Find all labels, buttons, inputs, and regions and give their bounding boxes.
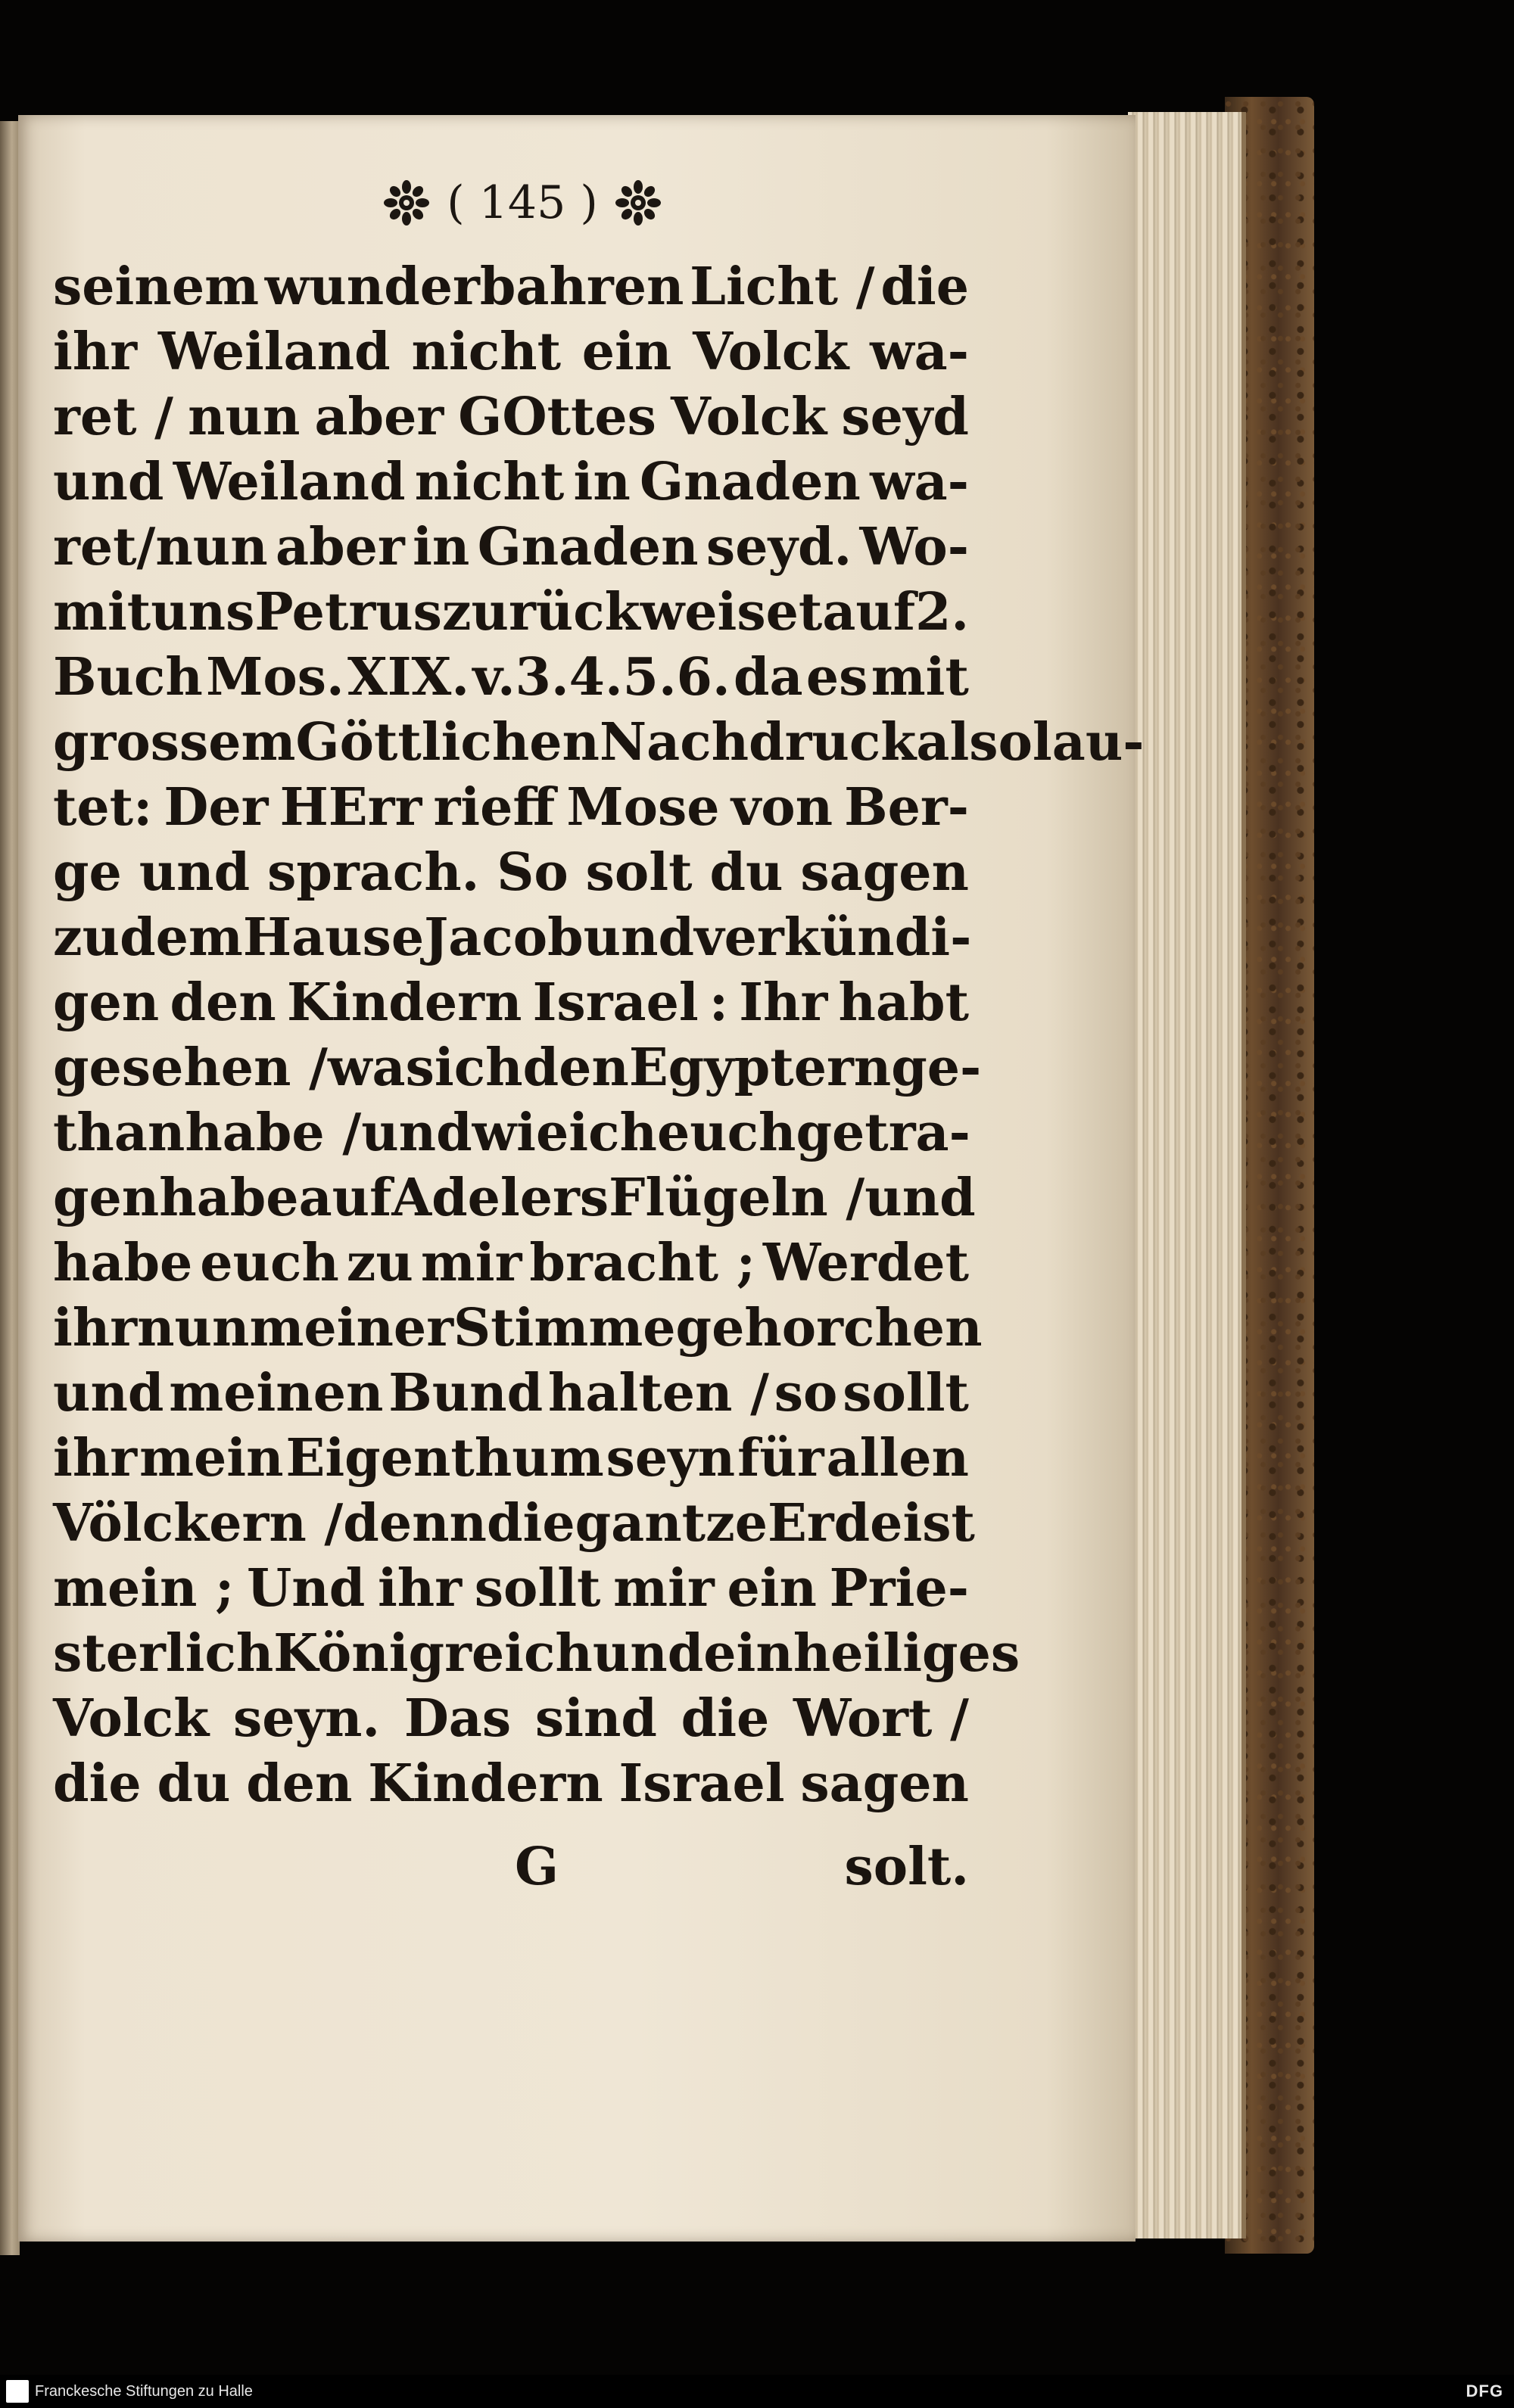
page-edges [1128,112,1246,2238]
word: seyn [606,1428,736,1489]
word: allen [826,1428,969,1489]
word: in [413,517,470,577]
text-line [53,450,969,515]
word: 2. [915,582,970,642]
word: verkündi- [694,907,972,968]
word: sollt [474,1558,601,1619]
word: Prie- [829,1558,969,1619]
word: ihr [53,322,138,382]
word: Egyptern [628,1038,892,1098]
word: lau- [1032,712,1145,773]
text-line [53,580,969,645]
word: habe / [185,1103,362,1163]
word: meinen [169,1363,384,1423]
word: uns [151,582,255,642]
word: den [522,1038,629,1098]
word: weiset [640,582,823,642]
word: die [681,1688,770,1749]
word: aber [314,387,444,447]
word: Wort / [793,1688,969,1749]
word: du [709,842,783,903]
word: Ber- [844,777,969,838]
flower-ornament-icon [615,179,662,226]
word: auf [822,582,916,642]
page-number: ( 145 ) [447,176,598,229]
page-header [333,171,712,235]
word: GOttes [458,387,656,447]
word: ihr [53,1298,138,1358]
word: den [246,1753,353,1814]
word: wunderbahren [264,257,684,317]
text-line [53,515,969,580]
funder-logo: DFG [1466,2382,1503,2400]
word: Erde [767,1493,903,1554]
word: für [737,1428,824,1489]
word: than [53,1103,185,1163]
word: ge [53,842,122,903]
word: in [573,452,631,512]
word: Hause [242,907,425,968]
word: also [916,712,1033,773]
word: Volck [53,1688,210,1749]
word: Petrus [254,582,442,642]
word: bracht ; [529,1233,755,1293]
viewer-footer-bar [0,2375,1514,2408]
word: Kindern [286,972,522,1033]
word: von [731,777,833,838]
word: zu [53,907,120,968]
word: mein ; [53,1558,235,1619]
word: nun [137,1298,250,1358]
word: getra- [796,1103,970,1163]
word: Israel [532,972,699,1033]
word: nicht [411,322,561,382]
word: zu [346,1233,413,1293]
word: gen [53,1168,160,1228]
text-line [53,1751,969,1816]
word: XIX. [347,647,469,708]
text-line [53,1361,969,1426]
word: heiliges [793,1623,1020,1684]
facing-page-edge [0,121,20,2255]
text-line [53,645,969,710]
word: Mose [566,777,720,838]
word: gesehen / [53,1038,329,1098]
word: v.3.4.5.6. [472,647,731,708]
word: Wo- [859,517,969,577]
word: HErr [279,777,422,838]
word: Völckern / [53,1493,344,1554]
word: sind [534,1688,657,1749]
text-line [53,1426,969,1491]
word: Gnaden [640,452,861,512]
institution-logo-icon [6,2380,29,2403]
word: euch [200,1233,339,1293]
word: aber [276,517,405,577]
word: so [774,1363,838,1423]
word: grossem [53,712,296,773]
word: seyd. [706,517,852,577]
word: sagen [800,1753,969,1814]
word: Gnaden [477,517,699,577]
word: Mos. [206,647,344,708]
word: tet: [53,777,153,838]
word: habe [159,1168,299,1228]
word: ret/nun [53,517,268,577]
text-line [53,1556,969,1621]
credit [0,2380,253,2403]
text-line [53,1686,969,1751]
word: gantze [575,1493,768,1554]
word: wie [472,1103,569,1163]
word: Israel [618,1753,785,1814]
text-line [53,319,969,384]
word: mir [613,1558,715,1619]
text-line [53,1491,975,1556]
word: habe [53,1233,193,1293]
word: ihr [53,1428,138,1489]
text-line [53,840,969,905]
word: wa- [870,452,969,512]
word: sagen [800,842,969,903]
word: die [53,1753,142,1814]
word: Volck [671,387,827,447]
text-line [53,905,972,970]
text-line [53,1100,969,1165]
word: nun [188,387,301,447]
word: : [709,972,729,1033]
word: Eigenthum [285,1428,604,1489]
word: du [157,1753,231,1814]
text-line [53,775,969,840]
word: ein [581,322,672,382]
word: ein [703,1623,793,1684]
word: ihr [377,1558,463,1619]
word: Licht / [690,257,875,317]
word: Jacob [424,907,584,968]
word: ein [727,1558,817,1619]
word: es [805,647,868,708]
word: Weiland [173,452,406,512]
word: mit [53,582,151,642]
word: mit [871,647,969,708]
word: auf [298,1168,392,1228]
word: Stimme [453,1298,676,1358]
word: habt [838,972,969,1033]
word: ge- [891,1038,982,1098]
word: ret / [53,387,174,447]
text-line [53,254,969,319]
word: Göttlichen [295,712,600,773]
word: halten / [547,1363,769,1423]
catchword: solt. [844,1837,969,1897]
word: und [864,1168,976,1228]
word: seinem [53,257,260,317]
body-text [53,254,1145,1816]
word: Das [403,1688,512,1749]
word: und [583,907,695,968]
word: und [592,1623,704,1684]
word: die [880,257,969,317]
word: euch [656,1103,796,1163]
text-line [53,1621,1020,1686]
text-line [53,1035,982,1100]
word: Buch [53,647,203,708]
word: Bund [388,1363,544,1423]
text-line [53,1230,969,1296]
word: was [328,1038,435,1098]
word: Kindern [368,1753,603,1814]
word: seyd [841,387,969,447]
word: Ihr [739,972,828,1033]
text-line [53,710,1145,775]
word: und [139,842,251,903]
credit-text: Franckesche Stiftungen zu Halle [35,2382,253,2400]
word: zurück [441,582,640,642]
word: gehorchen [675,1298,983,1358]
word: Flügeln / [609,1168,865,1228]
flower-ornament-icon [383,179,430,226]
word: rieff [433,777,556,838]
word: ich [434,1038,523,1098]
word: denn [343,1493,487,1554]
word: und [53,1363,164,1423]
text-line [53,384,969,450]
word: So [497,842,569,903]
text-line [53,1296,983,1361]
word: gen [53,972,160,1033]
word: mein [139,1428,284,1489]
word: den [170,972,276,1033]
word: solt [585,842,693,903]
word: sprach. [267,842,480,903]
word: und [53,452,164,512]
text-line [53,1165,976,1230]
word: Der [164,777,269,838]
word: ist [902,1493,975,1554]
word: nicht [414,452,565,512]
text-line [53,970,969,1035]
word: mir [420,1233,522,1293]
word: sterlich [53,1623,274,1684]
word: dem [120,907,243,968]
word: seyn. [232,1688,381,1749]
word: Weiland [157,322,391,382]
word: meiner [249,1298,454,1358]
word: da [733,647,803,708]
word: ich [569,1103,657,1163]
word: Volck [693,322,849,382]
word: die [486,1493,575,1554]
page-footer [53,1834,969,1899]
word: Königreich [273,1623,593,1684]
word: Nachdruck [599,712,917,773]
word: Werdet [762,1233,969,1293]
word: Und [246,1558,366,1619]
word: und [361,1103,472,1163]
signature-mark: G [515,1837,559,1897]
word: sollt [843,1363,969,1423]
word: wa- [870,322,969,382]
word: Adelers [391,1168,609,1228]
